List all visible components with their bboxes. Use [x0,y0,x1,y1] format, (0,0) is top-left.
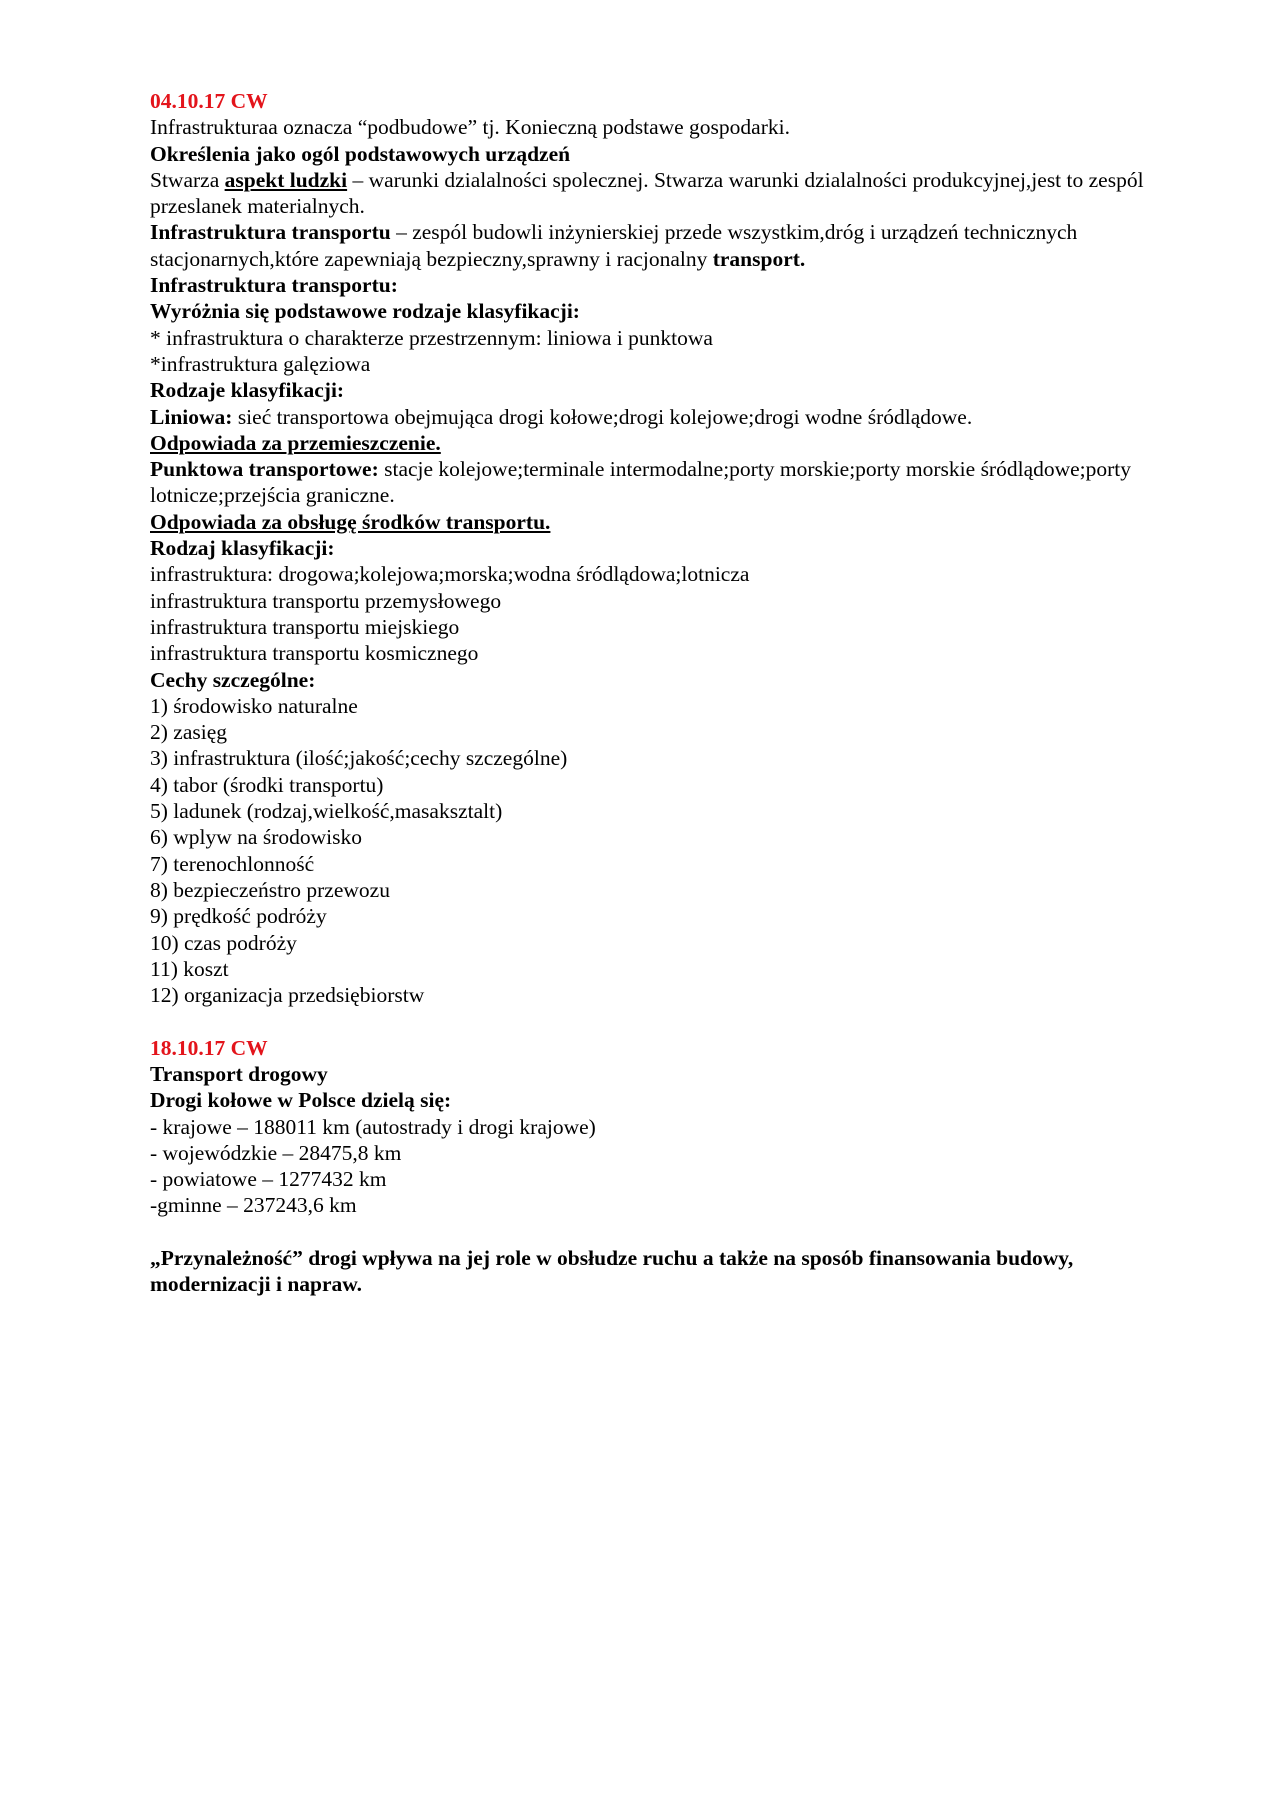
text-fragment: sieć transportowa obejmująca drogi kołowe;drogi kolejowe;drogi wodne śródlądowe. [232,404,973,429]
note-service: Odpowiada za obsługę środków transportu. [150,509,551,534]
heading-road-division: Drogi kołowe w Polsce dzielą się: [150,1088,452,1113]
heading-road-transport: Transport drogowy [150,1061,328,1086]
section-date-2: 18.10.17 CW [150,1035,268,1060]
text-fragment: – warunki dzialalności spolecznej. Stwarza warunki dzialalności produkcyjnej,jest to zespól przeslanek materialnych. [150,167,1144,219]
note-movement: Odpowiada za przemieszczenie. [150,430,441,455]
feature-item: 10) czas podróży [150,930,297,955]
road-item: - powiatowe – 1277432 km [150,1167,387,1192]
paragraph-linear [150,404,1190,430]
paragraph-human-aspect [150,167,1190,220]
paragraph-point [150,456,1190,509]
term-point: Punktowa transportowe: [150,457,379,482]
feature-item: 1) środowisko naturalne [150,693,358,718]
list-item-branch: *infrastruktura galęziowa [150,351,371,376]
section-gap [150,1008,1190,1034]
heading-transport-infrastructure: Infrastruktura transportu: [150,273,398,298]
feature-item: 4) tabor (środki transportu) [150,772,384,797]
feature-item: 3) infrastruktura (ilość;jakość;cechy szczególne) [150,746,568,771]
feature-item: 11) koszt [150,956,229,981]
text-fragment: Stwarza [150,167,225,192]
heading-classification-kinds: Rodzaje klasyfikacji: [150,378,345,403]
text-fragment: – zespól budowli inżynierskiej przede wszystkim,dróg i urządzeń technicznych stacjonarnych,które zapewniają bezpieczny,sprawny i racjonalny [150,220,1078,271]
text-fragment: stacje kolejowe;terminale intermodalne;porty morskie;porty morskie śródlądowe;porty lotnicze;przejścia graniczne. [150,457,1132,508]
list-item-urban: infrastruktura transportu miejskiego [150,614,460,639]
term-linear: Liniowa: [150,404,233,429]
list-item-space: infrastruktura transportu kosmicznego [150,641,479,666]
road-item: - krajowe – 188011 km (autostrady i drogi krajowe) [150,1114,596,1139]
heading-definitions: Określenia jako ogól podstawowych urządzeń [150,141,571,166]
list-item-modes: infrastruktura: drogowa;kolejowa;morska;wodna śródlądowa;lotnicza [150,562,750,587]
feature-item: 6) wplyw na środowisko [150,825,362,850]
emphasis-human-aspect: aspekt ludzki [224,167,348,192]
feature-item: 8) bezpieczeństro przewozu [150,877,390,902]
road-item: - wojewódzkie – 28475,8 km [150,1140,402,1165]
term-transport: transport. [712,246,806,271]
list-item-spatial: * infrastruktura o charakterze przestrzennym: liniowa i punktowa [150,325,713,350]
feature-item: 5) ladunek (rodzaj,wielkość,masaksztalt) [150,799,503,824]
road-item: -gminne – 237243,6 km [150,1193,357,1218]
document-body [150,88,1190,1298]
section-date-1: 04.10.17 CW [150,89,268,113]
heading-features: Cechy szczególne: [150,667,316,692]
paragraph-infrastructure-definition: Infrastrukturaa oznacza “podbudowe” tj. Konieczną podstawe gospodarki. [150,115,790,140]
feature-item: 9) prędkość podróży [150,904,327,929]
feature-item: 7) terenochlonność [150,851,315,876]
list-item-industrial: infrastruktura transportu przemysłowego [150,588,502,613]
heading-classification-types: Wyróżnia się podstawowe rodzaje klasyfikacji: [150,299,580,324]
section-gap [150,1219,1190,1245]
paragraph-road-ownership: „Przynależność” drogi wpływa na jej role w obsłudze ruchu a także na sposób finansowania budowy, modernizacji i napraw. [150,1246,1074,1297]
term-transport-infrastructure: Infrastruktura transportu [150,220,391,245]
feature-item: 12) organizacja przedsiębiorstw [150,983,425,1008]
heading-classification-kind: Rodzaj klasyfikacji: [150,536,335,561]
feature-item: 2) zasięg [150,720,228,745]
paragraph-transport-infrastructure [150,219,1190,272]
